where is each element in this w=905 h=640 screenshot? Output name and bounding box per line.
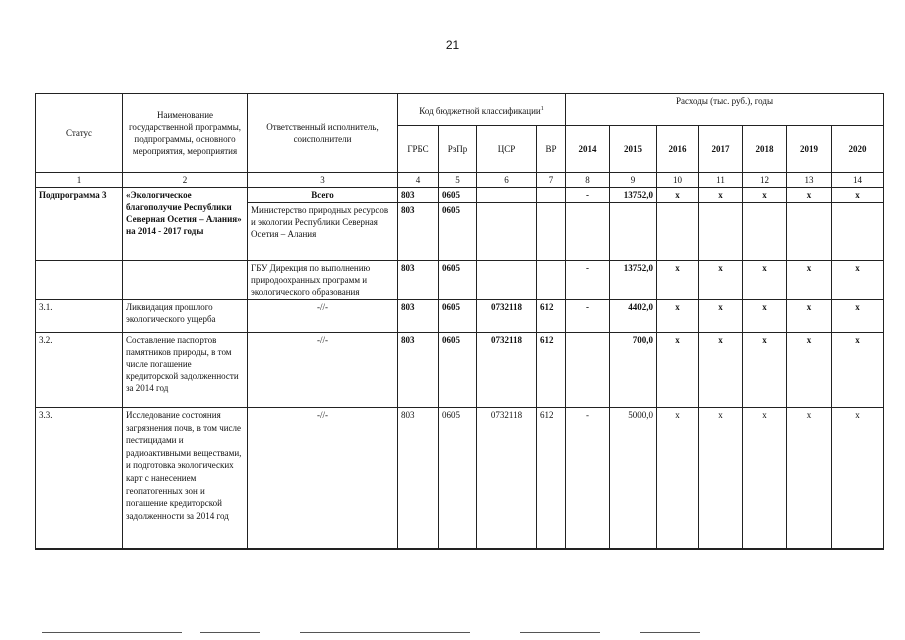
header-expense-group: Расходы (тыс. руб.), годы: [566, 94, 884, 126]
col-num: 8: [566, 173, 610, 188]
row-name: [123, 261, 248, 300]
row-grbs: 803: [398, 300, 439, 333]
row-executor: Министерство природных ресурсов и экологии Республики Северная Осетия – Алания: [248, 203, 398, 261]
row-csr: [477, 203, 537, 261]
col-num: 5: [439, 173, 477, 188]
table-row: [36, 261, 884, 300]
row-status: [36, 261, 123, 300]
header-code-vr: ВР: [537, 126, 566, 173]
row-rzpr: 0605: [439, 203, 477, 261]
header-year-2018: 2018: [743, 126, 787, 173]
row-y2015: 13752,0: [610, 261, 657, 300]
row-grbs: 803: [398, 261, 439, 300]
header-name: Наименование государственной программы, подпрограммы, основного мероприятия, мероприятия: [123, 94, 248, 173]
table-row: [36, 408, 884, 549]
row-y2020: x: [832, 333, 884, 408]
row-csr: 0732118: [477, 300, 537, 333]
row-rzpr: 0605: [439, 408, 477, 549]
row-name: Ликвидация прошлого экологического ущерба: [123, 300, 248, 333]
row-vr: [537, 203, 566, 261]
row-y2017: x: [699, 333, 743, 408]
row-status: 3.2.: [36, 333, 123, 408]
row-y2019: x: [787, 188, 832, 203]
row-y2016: x: [657, 300, 699, 333]
row-name: Составление паспортов памятников природы, в том числе погашение кредиторской задолженности за 2014 год: [123, 333, 248, 408]
row-grbs: 803: [398, 188, 439, 203]
row-y2019: x: [787, 333, 832, 408]
row-rzpr: 0605: [439, 188, 477, 203]
row-y2020: x: [832, 261, 884, 300]
row-csr: 0732118: [477, 408, 537, 549]
row-rzpr: 0605: [439, 300, 477, 333]
row-y2018: x: [743, 333, 787, 408]
header-code-rzpr: РзПр: [439, 126, 477, 173]
scan-line: [640, 632, 700, 633]
row-y2015: 700,0: [610, 333, 657, 408]
row-y2016: x: [657, 261, 699, 300]
header-status: Статус: [36, 94, 123, 173]
row-y2019: [787, 203, 832, 261]
row-y2019: x: [787, 261, 832, 300]
row-y2015: [610, 203, 657, 261]
row-y2014: -: [566, 300, 610, 333]
header-year-2019: 2019: [787, 126, 832, 173]
row-y2015: 13752,0: [610, 188, 657, 203]
row-y2018: x: [743, 300, 787, 333]
row-y2016: x: [657, 408, 699, 549]
row-executor: Всего: [248, 188, 398, 203]
scan-line: [42, 632, 182, 633]
col-num: 13: [787, 173, 832, 188]
row-rzpr: 0605: [439, 333, 477, 408]
table-row: [36, 333, 884, 408]
row-vr: [537, 188, 566, 203]
row-y2016: [657, 203, 699, 261]
row-y2017: x: [699, 300, 743, 333]
row-executor: ГБУ Дирекция по выполнению природоохранных программ и экологического образования: [248, 261, 398, 300]
page-number: 21: [445, 38, 460, 52]
row-y2017: x: [699, 188, 743, 203]
col-num: 2: [123, 173, 248, 188]
row-y2017: x: [699, 408, 743, 549]
scan-line: [200, 632, 260, 633]
row-executor: -//-: [248, 300, 398, 333]
row-y2014: -: [566, 188, 610, 203]
row-name: Исследование состояния загрязнения почв, в том числе пестицидами и радиоактивными веществами, и подготовка экологических карт с нанесением геопатогенных зон и погашение кредиторской задолженности за 2014 год: [123, 408, 248, 549]
row-executor: -//-: [248, 333, 398, 408]
row-csr: [477, 261, 537, 300]
col-num: 1: [36, 173, 123, 188]
table-row: [36, 300, 884, 333]
column-number-row: [36, 173, 884, 188]
row-y2014: -: [566, 261, 610, 300]
row-vr: [537, 261, 566, 300]
col-num: 4: [398, 173, 439, 188]
row-vr: 612: [537, 333, 566, 408]
table-row: [36, 188, 884, 203]
header-year-2016: 2016: [657, 126, 699, 173]
col-num: 12: [743, 173, 787, 188]
row-y2015: 5000,0: [610, 408, 657, 549]
row-vr: 612: [537, 300, 566, 333]
row-y2014: [566, 333, 610, 408]
header-year-2014: 2014: [566, 126, 610, 173]
header-executor: Ответственный исполнитель, соисполнители: [248, 94, 398, 173]
row-name: «Экологическое благополучие Республики Северная Осетия – Алания» на 2014 - 2017 годы: [123, 188, 248, 261]
scan-line: [520, 632, 600, 633]
col-num: 7: [537, 173, 566, 188]
row-grbs: 803: [398, 333, 439, 408]
row-csr: 0732118: [477, 333, 537, 408]
header-year-2015: 2015: [610, 126, 657, 173]
row-y2020: x: [832, 300, 884, 333]
header-code-grbs: ГРБС: [398, 126, 439, 173]
header-year-2017: 2017: [699, 126, 743, 173]
col-num: 9: [610, 173, 657, 188]
row-y2017: [699, 203, 743, 261]
col-num: 6: [477, 173, 537, 188]
row-y2016: x: [657, 188, 699, 203]
row-y2020: x: [832, 188, 884, 203]
row-status: 3.1.: [36, 300, 123, 333]
col-num: 3: [248, 173, 398, 188]
row-status: 3.3.: [36, 408, 123, 549]
col-num: 10: [657, 173, 699, 188]
row-vr: 612: [537, 408, 566, 549]
header-code-csr: ЦСР: [477, 126, 537, 173]
row-y2020: x: [832, 408, 884, 549]
row-y2018: [743, 203, 787, 261]
row-y2018: x: [743, 408, 787, 549]
row-y2014: -: [566, 408, 610, 549]
row-rzpr: 0605: [439, 261, 477, 300]
budget-table: [35, 93, 884, 550]
col-num: 14: [832, 173, 884, 188]
row-y2018: x: [743, 188, 787, 203]
row-y2019: x: [787, 408, 832, 549]
row-y2019: x: [787, 300, 832, 333]
header-code-group-footnote: 1: [540, 105, 544, 112]
row-status: Подпрограмма 3: [36, 188, 123, 261]
row-csr: [477, 188, 537, 203]
row-y2016: x: [657, 333, 699, 408]
header-code-group-label: Код бюджетной классификации: [419, 105, 541, 116]
header-row-1: [36, 94, 884, 126]
row-y2015: 4402,0: [610, 300, 657, 333]
row-y2020: [832, 203, 884, 261]
row-grbs: 803: [398, 408, 439, 549]
row-y2017: x: [699, 261, 743, 300]
row-grbs: 803: [398, 203, 439, 261]
row-executor: -//-: [248, 408, 398, 549]
header-code-group: [398, 94, 566, 126]
col-num: 11: [699, 173, 743, 188]
row-y2014: [566, 203, 610, 261]
header-year-2020: 2020: [832, 126, 884, 173]
scan-line: [300, 632, 470, 633]
row-y2018: x: [743, 261, 787, 300]
